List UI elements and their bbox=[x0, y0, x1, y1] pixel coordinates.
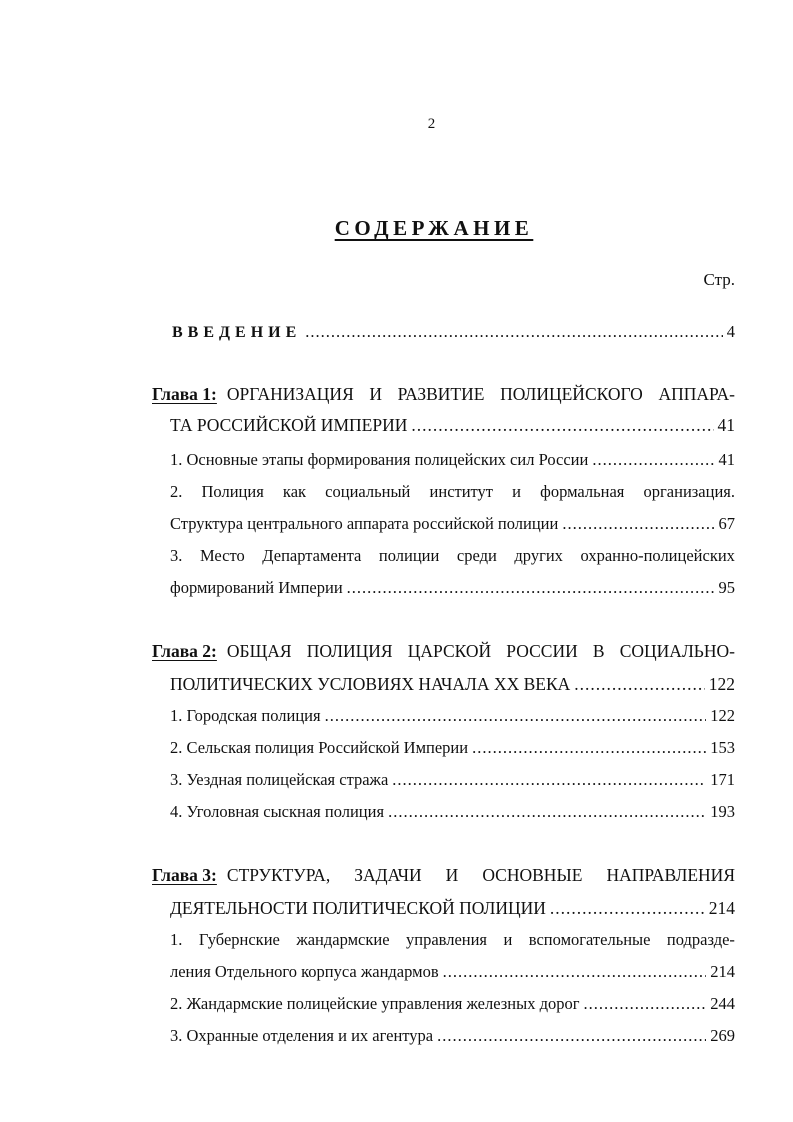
dot-leader bbox=[305, 322, 722, 342]
toc-entry-label: ВВЕДЕНИЕ bbox=[172, 324, 302, 341]
dot-leader bbox=[411, 415, 713, 436]
dot-leader bbox=[325, 706, 707, 726]
word: институт bbox=[429, 482, 494, 501]
toc-entry-label: 3. Уездная полицейская стража bbox=[170, 770, 389, 789]
word: охранно-полицейских bbox=[580, 546, 735, 565]
toc-entry-page: 214 bbox=[708, 898, 735, 918]
toc-entry-page: 41 bbox=[718, 450, 735, 469]
toc-entry-label: формирований Империи bbox=[170, 578, 343, 597]
chapter-label: Глава 3: bbox=[152, 865, 217, 885]
word: других bbox=[514, 546, 563, 565]
chapter-title-line1 bbox=[227, 641, 735, 662]
word: И bbox=[445, 865, 459, 885]
word: ЦАРСКОЙ bbox=[407, 641, 492, 661]
page-title: СОДЕРЖАНИЕ bbox=[334, 216, 534, 240]
toc-chapter-1-heading[interactable] bbox=[152, 384, 735, 405]
toc-entry-label: 4. Уголовная сыскная полиция bbox=[170, 802, 385, 821]
toc-chapter-2-heading[interactable] bbox=[152, 641, 735, 662]
toc-chapter-3-title-end[interactable] bbox=[170, 898, 735, 919]
dot-leader bbox=[443, 962, 707, 982]
dot-leader bbox=[562, 514, 714, 534]
word: ОБЩАЯ bbox=[226, 641, 292, 661]
word: Губернские bbox=[198, 930, 280, 949]
chapter-title-line2: ДЕЯТЕЛЬНОСТИ ПОЛИТИЧЕСКОЙ ПОЛИЦИИ bbox=[170, 898, 546, 918]
toc-entry-2-1[interactable] bbox=[170, 706, 735, 726]
toc-entry-page: 244 bbox=[710, 994, 735, 1013]
word: РОССИИ bbox=[506, 641, 578, 661]
chapter-title-line2: ПОЛИТИЧЕСКИХ УСЛОВИЯХ НАЧАЛА XX ВЕКА bbox=[170, 674, 571, 694]
toc-entry-3-3[interactable] bbox=[170, 1026, 735, 1046]
toc-entry-page: 269 bbox=[710, 1026, 735, 1045]
chapter-label: Глава 2: bbox=[152, 641, 217, 661]
toc-entry-2-3[interactable] bbox=[170, 770, 735, 790]
word: 3. bbox=[170, 546, 183, 565]
word: управления bbox=[405, 930, 488, 949]
dot-leader bbox=[592, 450, 714, 470]
toc-entry-page: 67 bbox=[718, 514, 735, 533]
word: В bbox=[592, 641, 605, 661]
toc-entry-intro[interactable] bbox=[172, 322, 735, 342]
toc-entry-3-1-line1[interactable] bbox=[170, 930, 735, 950]
toc-entry-page: 193 bbox=[710, 802, 735, 821]
chapter-title-line2: ТА РОССИЙСКОЙ ИМПЕРИИ bbox=[170, 415, 408, 435]
word: ОРГАНИЗАЦИЯ bbox=[226, 384, 354, 404]
toc-entry-1-3-line2[interactable] bbox=[170, 578, 735, 598]
word: организация. bbox=[643, 482, 735, 501]
toc-entry-label: Структура центрального аппарата российской полиции bbox=[170, 514, 559, 533]
word: ЗАДАЧИ bbox=[354, 865, 422, 885]
word: ПОЛИЦИЯ bbox=[306, 641, 393, 661]
word: жандармские bbox=[296, 930, 390, 949]
toc-chapter-1-title-end[interactable] bbox=[170, 415, 735, 436]
word: Полиция bbox=[201, 482, 264, 501]
word: Департамента bbox=[262, 546, 362, 565]
toc-entry-page: 122 bbox=[708, 674, 735, 694]
toc-entry-1-1[interactable] bbox=[170, 450, 735, 470]
toc-entry-label: 2. Жандармские полицейские управления железных дорог bbox=[170, 994, 580, 1013]
toc-entry-page: 95 bbox=[718, 578, 735, 597]
toc-entry-1-3-line1[interactable] bbox=[170, 546, 735, 566]
word: 1. bbox=[170, 930, 183, 949]
toc-entry-page: 171 bbox=[710, 770, 735, 789]
toc-entry-page: 122 bbox=[710, 706, 735, 725]
word: вспомогательные bbox=[528, 930, 651, 949]
toc-entry-page: 4 bbox=[726, 322, 735, 341]
toc-entry-page: 214 bbox=[710, 962, 735, 981]
dot-leader bbox=[347, 578, 715, 598]
toc-entry-1-2-line1[interactable] bbox=[170, 482, 735, 502]
toc-entry-label: 2. Сельская полиция Российской Империи bbox=[170, 738, 469, 757]
word: НАПРАВЛЕНИЯ bbox=[606, 865, 735, 885]
toc-entry-label: ления Отдельного корпуса жандармов bbox=[170, 962, 439, 981]
word: ОСНОВНЫЕ bbox=[482, 865, 583, 885]
toc-entry-label: 3. Охранные отделения и их агентура bbox=[170, 1026, 434, 1045]
page-column-label: Стр. bbox=[703, 270, 735, 289]
word: Место bbox=[199, 546, 245, 565]
dot-leader bbox=[583, 994, 706, 1014]
word: среди bbox=[456, 546, 497, 565]
toc-entry-1-2-line2[interactable] bbox=[170, 514, 735, 534]
toc-entry-page: 41 bbox=[717, 415, 735, 435]
word: И bbox=[369, 384, 383, 404]
toc-entry-label: 1. Основные этапы формирования полицейских сил России bbox=[170, 450, 589, 469]
dot-leader bbox=[388, 802, 706, 822]
chapter-title-line1 bbox=[227, 865, 735, 886]
word: ПОЛИЦЕЙСКОГО bbox=[500, 384, 643, 404]
toc-entry-page: 153 bbox=[710, 738, 735, 757]
toc-entry-label: 1. Городская полиция bbox=[170, 706, 321, 725]
toc-entry-3-2[interactable] bbox=[170, 994, 735, 1014]
word: 2. bbox=[170, 482, 183, 501]
dot-leader bbox=[550, 898, 705, 919]
dot-leader bbox=[392, 770, 706, 790]
chapter-title-line1 bbox=[227, 384, 735, 405]
word: подразде- bbox=[666, 930, 735, 949]
word: СТРУКТУРА, bbox=[226, 865, 331, 885]
word: как bbox=[282, 482, 307, 501]
word: СОЦИАЛЬНО- bbox=[619, 641, 735, 661]
word: и bbox=[512, 482, 521, 501]
word: АППАРА- bbox=[658, 384, 735, 404]
dot-leader bbox=[472, 738, 706, 758]
word: РАЗВИТИЕ bbox=[397, 384, 485, 404]
toc-entry-2-2[interactable] bbox=[170, 738, 735, 758]
page-number: 2 bbox=[427, 116, 436, 132]
word: формальная bbox=[540, 482, 625, 501]
toc-chapter-3-heading[interactable] bbox=[152, 865, 735, 886]
word: социальный bbox=[325, 482, 411, 501]
chapter-label: Глава 1: bbox=[152, 384, 217, 404]
dot-leader bbox=[574, 674, 704, 695]
word: и bbox=[503, 930, 513, 949]
word: полиции bbox=[378, 546, 440, 565]
toc-chapter-2-title-end[interactable] bbox=[170, 674, 735, 695]
dot-leader bbox=[437, 1026, 706, 1046]
toc-entry-2-4[interactable] bbox=[170, 802, 735, 822]
toc-entry-3-1-line2[interactable] bbox=[170, 962, 735, 982]
